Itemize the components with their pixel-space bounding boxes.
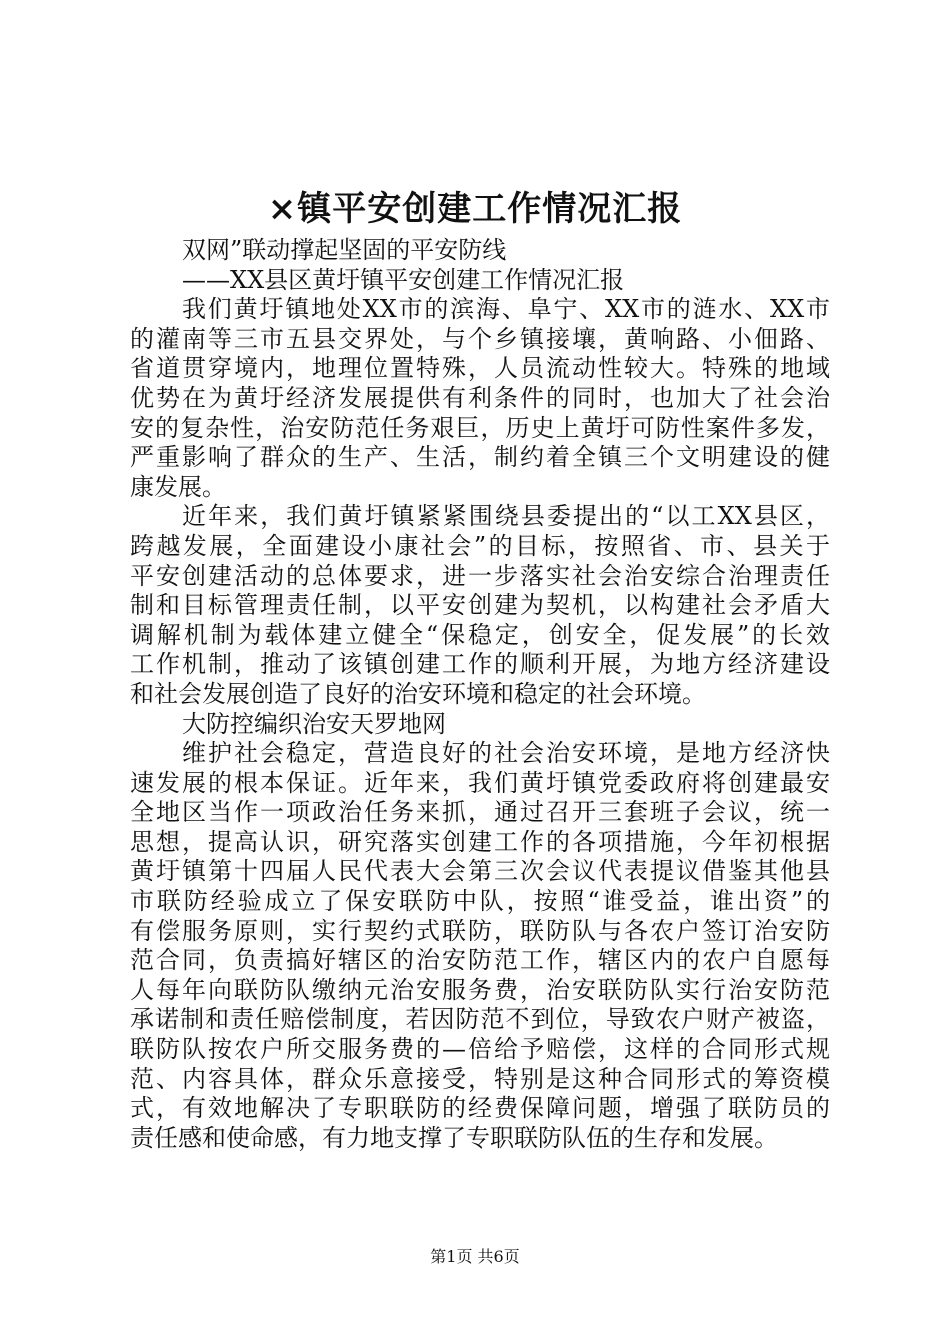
text-line: 严重影响了群众的生产、生活，制约着全镇三个文明建设的健	[130, 443, 830, 472]
text-line: 制和目标管理责任制，以平安创建为契机，以构建社会矛盾大	[130, 591, 830, 620]
text-line: 式，有效地解决了专职联防的经费保障问题，增强了联防员的	[130, 1094, 830, 1123]
page-footer: 第1页 共6页	[430, 1247, 520, 1266]
text-line: 全地区当作一项政治任务来抓，通过召开三套班子会议，统一	[130, 798, 830, 827]
text-line: 近年来，我们黄圩镇紧紧围绕县委提出的“以工XX县区，	[182, 502, 830, 531]
text-line: 联防队按农户所交服务费的—倍给予赔偿，这样的合同形式规	[130, 1035, 830, 1064]
text-line: 人每年向联防队缴纳元治安服务费，治安联防队实行治安防范	[130, 975, 830, 1004]
text-line: 和社会发展创造了良好的治安环境和稳定的社会环境。	[130, 679, 706, 708]
document-title: ×镇平安创建工作情况汇报	[267, 189, 683, 229]
text-line: 我们黄圩镇地处XX市的滨海、阜宁、XX市的涟水、XX市	[182, 295, 830, 324]
text-line: 有偿服务原则，实行契约式联防，联防队与各农户签订治安防	[130, 916, 830, 945]
text-line: 范、内容具体，群众乐意接受，特别是这种合同形式的筹资模	[130, 1064, 830, 1093]
text-line: 速发展的根本保证。近年来，我们黄圩镇党委政府将创建最安	[130, 768, 830, 797]
document-body	[130, 236, 830, 1153]
text-line: 平安创建活动的总体要求，进一步落实社会治安综合治理责任	[130, 561, 830, 590]
text-line: 省道贯穿境内，地理位置特殊，人员流动性较大。特殊的地域	[130, 354, 830, 383]
section-heading: 大防控编织治安天罗地网	[182, 709, 446, 738]
text-line: 思想，提高认识，研究落实创建工作的各项措施，今年初根据	[130, 827, 830, 856]
text-line: 的灌南等三市五县交界处，与个乡镇接壤，黄响路、小佃路、	[130, 324, 830, 353]
text-line: 调解机制为载体建立健全“保稳定，创安全，促发展”的长效	[130, 620, 830, 649]
text-line: 安的复杂性，治安防范任务艰巨，历史上黄圩可防性案件多发，	[130, 413, 830, 442]
subtitle-line-1: 双网”联动撑起坚固的平安防线	[182, 236, 507, 264]
text-line: 黄圩镇第十四届人民代表大会第三次会议代表提议借鉴其他县	[130, 857, 830, 886]
subtitle-line-2: ——XX县区黄圩镇平安创建工作情况汇报	[182, 265, 625, 294]
text-line: 范合同，负责搞好辖区的治安防范工作，辖区内的农户自愿每	[130, 946, 830, 975]
text-line: 康发展。	[130, 472, 226, 501]
text-line: 市联防经验成立了保安联防中队，按照“谁受益，谁出资”的	[130, 887, 830, 916]
text-line: 跨越发展，全面建设小康社会”的目标，按照省、市、县关于	[130, 531, 830, 560]
text-line: 工作机制，推动了该镇创建工作的顺利开展，为地方经济建设	[130, 650, 830, 679]
text-line: 承诺制和责任赔偿制度，若因防范不到位，导致农户财产被盗，	[130, 1005, 830, 1034]
text-line: 责任感和使命感，有力地支撑了专职联防队伍的生存和发展。	[130, 1123, 778, 1152]
text-line: 优势在为黄圩经济发展提供有利条件的同时，也加大了社会治	[130, 383, 830, 412]
text-line: 维护社会稳定，营造良好的社会治安环境，是地方经济快	[182, 739, 830, 768]
